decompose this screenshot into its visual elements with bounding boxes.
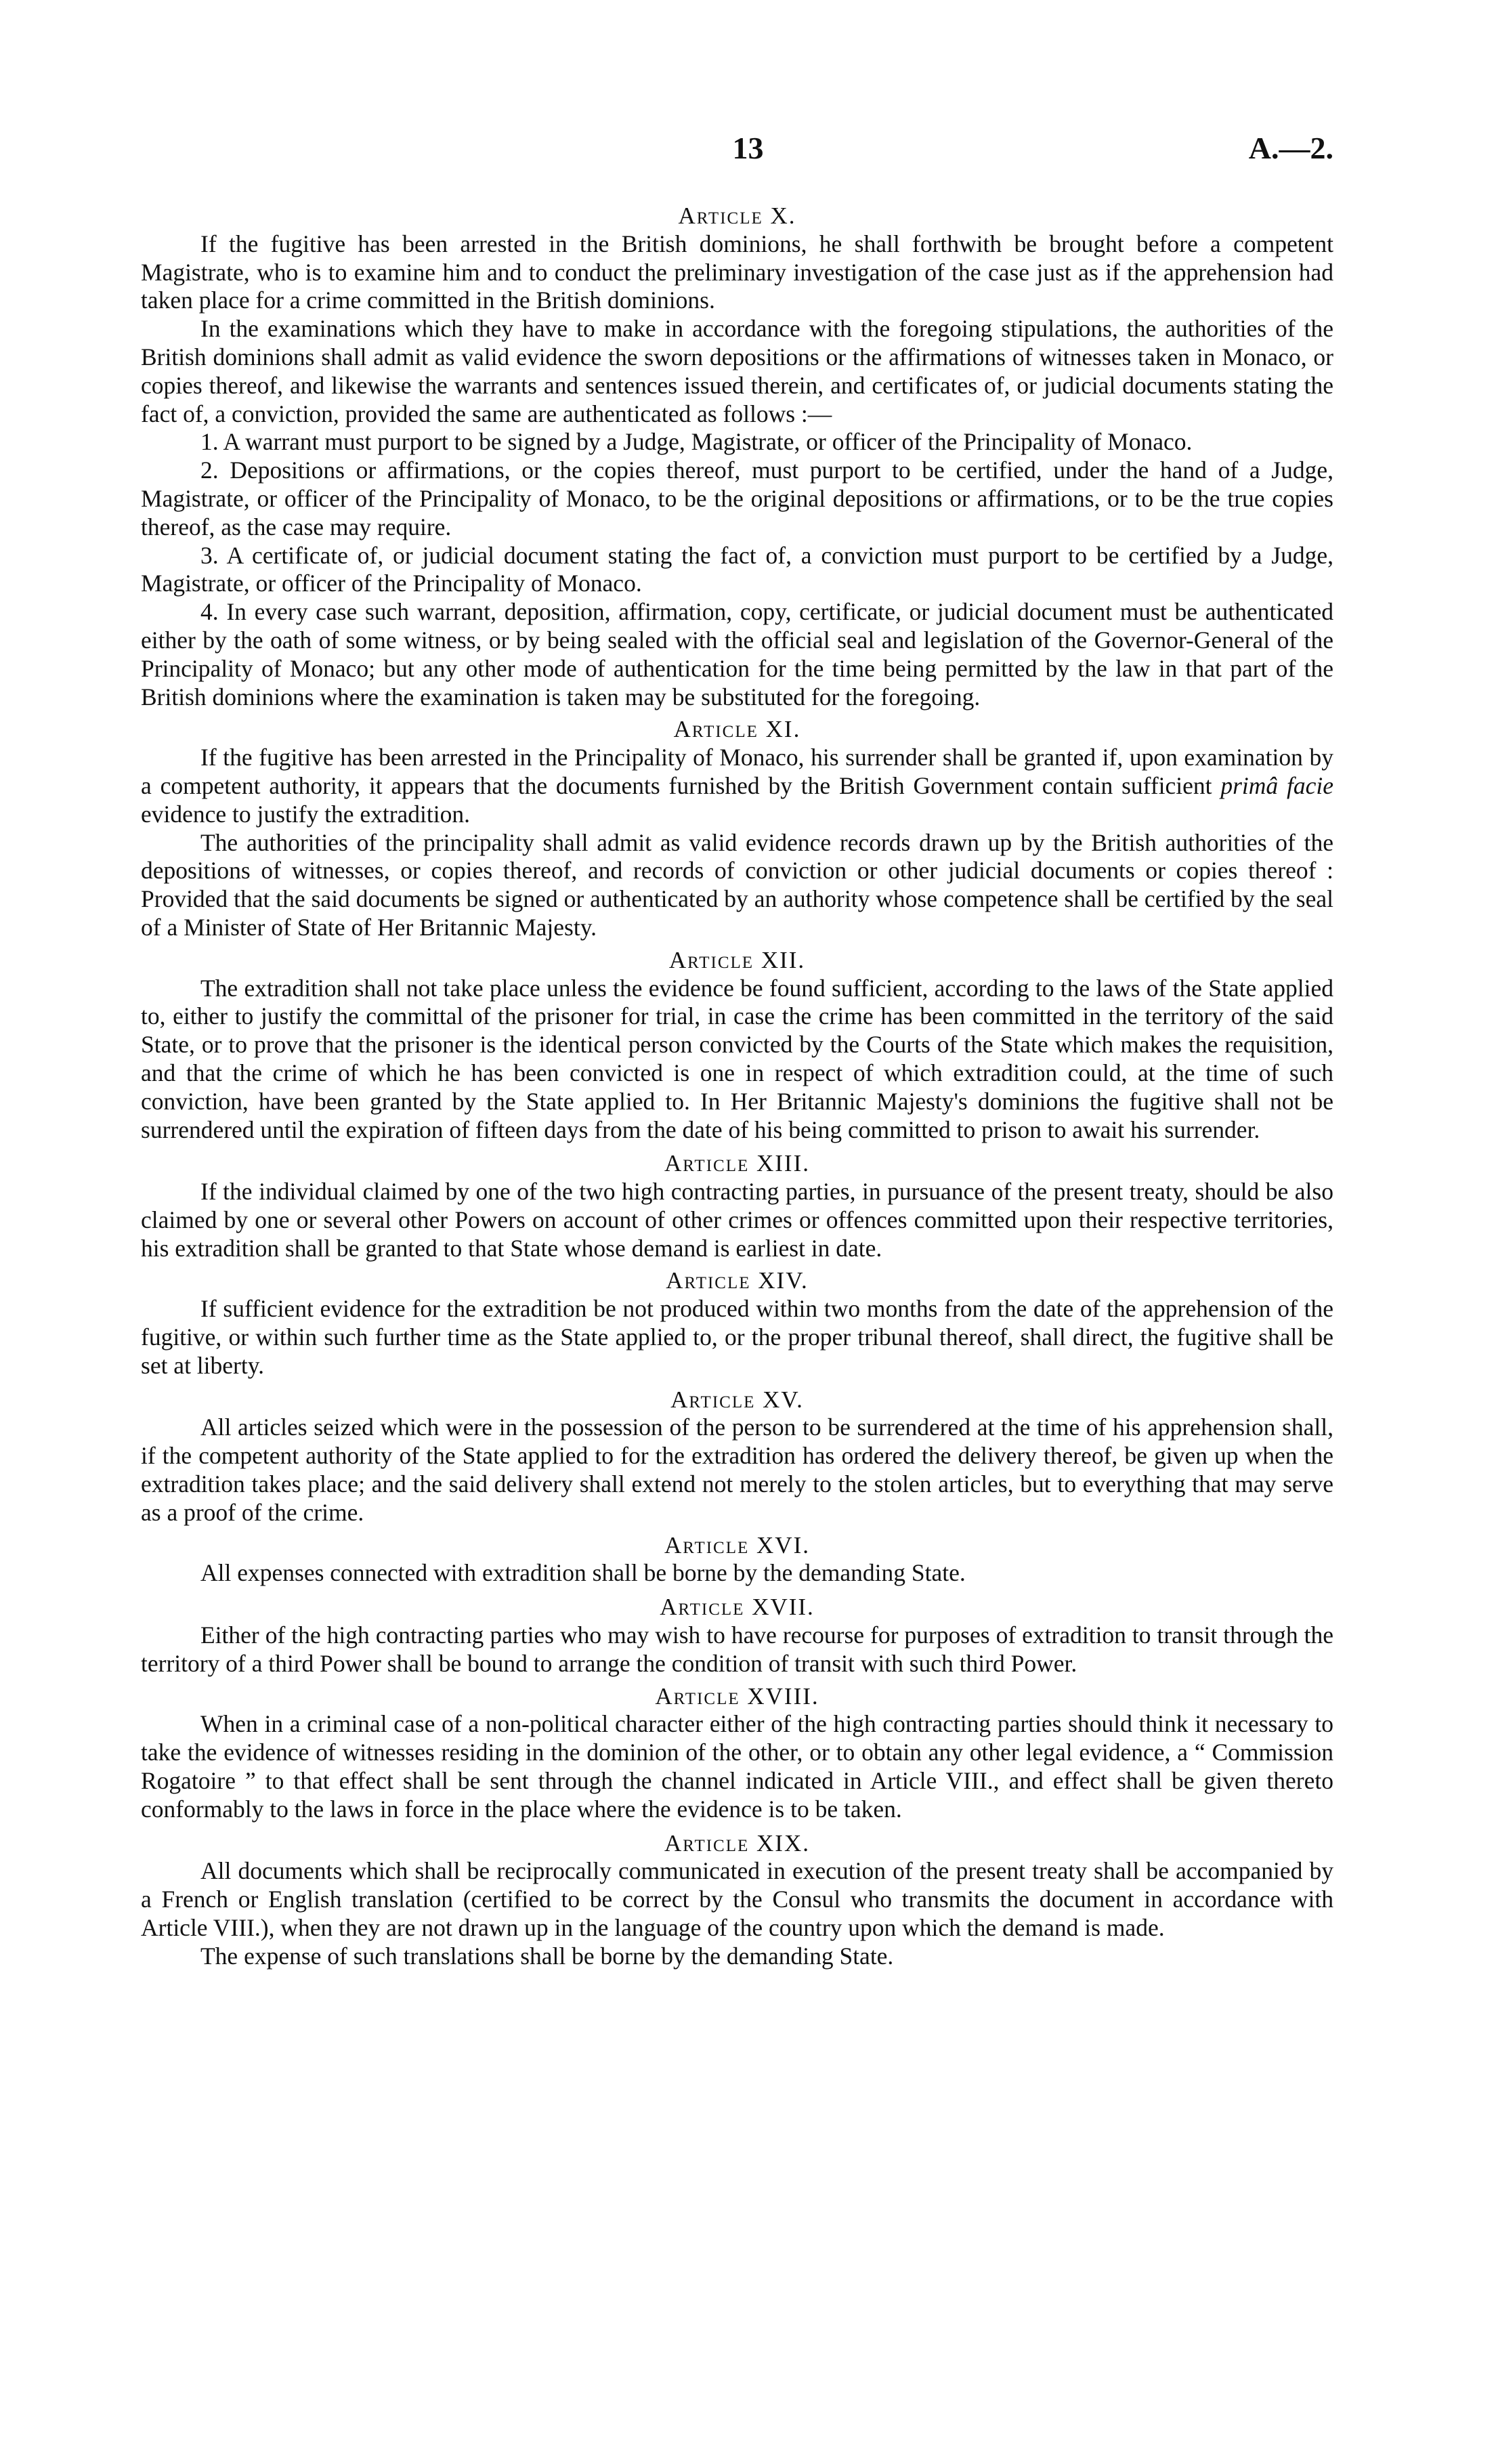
paragraph: If sufficient evidence for the extradition be not produced within two months from the date of the apprehension of the fugitive, or within such further time as the State applied to, or the proper tribunal thereof, shall direct, the fugitive shall be set at liberty. [141,1295,1333,1379]
paragraph: 3. A certificate of, or judicial document stating the fact of, a conviction must purport to be certified by a Judge, Magistrate, or officer of the Principality of Monaco. [141,541,1333,597]
article-heading: Article XVII. [660,1594,815,1621]
article-xviii [141,1682,1333,1824]
document-body [141,198,1333,1971]
article-xix [141,1829,1333,1971]
article-xv [141,1386,1333,1527]
article-xiv [141,1267,1333,1380]
article-xvi [141,1531,1333,1588]
text-run: evidence to justify the extradition. [141,800,471,828]
article-heading: Article XIX. [664,1829,810,1856]
article-xi [141,715,1333,941]
paragraph: If the fugitive has been arrested in the British dominions, he shall forthwith be brought before a competent Magistrate, who is to examine him and to conduct the preliminary investigation of the case just as if the apprehension had taken place for a crime committed in the British dominions. [141,230,1333,314]
page-number: 13 [732,131,764,165]
article-heading: Article XIV. [666,1267,809,1294]
paragraph: All articles seized which were in the possession of the person to be surrendered at the time of his apprehension shall, if the competent authority of the State applied to for the extradition has ordered the delivery thereof, be given up when the extradition takes place; and the said delivery shall extend not merely to the stolen articles, but to everything that may serve as a proof of the crime. [141,1414,1333,1526]
article-xiii [141,1149,1333,1262]
paragraph: 2. Depositions or affirmations, or the copies thereof, must purport to be certified, under the hand of a Judge, Magistrate, or officer of the Principality of Monaco, to be the original depositions or affirmations, or to be the true copies thereof, as the case may require. [141,456,1333,540]
paragraph: When in a criminal case of a non-political character either of the high contracting parties should think it necessary to take the evidence of witnesses residing in the dominion of the other, or to obtain any other legal evidence, a “ Commission Rogatoire ” to that effect shall be sent through the channel indicated in Article VIII., and effect shall be given thereto conformably to the laws in force in the place where the evidence is to be taken. [141,1710,1333,1823]
article-heading: Article X. [678,203,796,229]
paragraph [141,744,1333,828]
article-heading: Article XV. [670,1386,804,1413]
article-heading: Article XI. [673,716,801,743]
paragraph: If the individual claimed by one of the two high contracting parties, in pursuance of the present treaty, should be also claimed by one or several other Powers on account of other crimes or offences committed upon their respective territories, his extradition shall be granted to that State whose demand is earliest in date. [141,1178,1333,1262]
paragraph: 1. A warrant must purport to be signed by a Judge, Magistrate, or officer of the Principality of Monaco. [200,428,1193,456]
text-run: If the fugitive has been arrested in the Principality of Monaco, his surrender shall be granted if, upon examination by a competent authority, it appears that the documents furnished by the British Government contain sufficient [141,744,1333,799]
paragraph: The expense of such translations shall be borne by the demanding State. [200,1942,894,1970]
article-xvii [141,1593,1333,1678]
article-heading: Article XII. [668,946,806,973]
article-xii [141,946,1333,1145]
document-reference: A.—2. [1248,131,1333,165]
paragraph: All expenses connected with extradition shall be borne by the demanding State. [200,1559,966,1587]
paragraph: 4. In every case such warrant, deposition, affirmation, copy, certificate, or judicial document must be authenticated either by the oath of some witness, or by being sealed with the official seal and legislation of the Governor-General of the Principality of Monaco; but any other mode of authentication for the time being permitted by the law in that part of the British dominions where the examination is taken may be substituted for the foregoing. [141,598,1333,710]
article-heading: Article XVIII. [655,1682,819,1709]
paragraph: The extradition shall not take place unless the evidence be found sufficient, according to the laws of the State applied to, either to justify the committal of the prisoner for trial, in case the crime has been committed in the territory of the said State, or to prove that the prisoner is the identical person convicted by the Courts of the State which makes the requisition, and that the crime of which he has been convicted is one in respect of which extradition could, at the time of such conviction, have been granted by the State applied to. In Her Britannic Majesty's dominions the fugitive shall not be surrendered until the expiration of fifteen days from the date of his being committed to prison to await his surrender. [141,974,1333,1143]
article-heading: Article XIII. [664,1150,810,1177]
paragraph: All documents which shall be reciprocally communicated in execution of the present treaty shall be accompanied by a French or English translation (certified to be correct by the Consul who transmits the document in accordance with Article VIII.), when they are not drawn up in the language of the country upon which the demand is made. [141,1857,1333,1942]
paragraph: In the examinations which they have to make in accordance with the foregoing stipulations, the authorities of the British dominions shall admit as valid evidence the sworn depositions or the affirmations of witnesses taken in Monaco, or copies thereof, and likewise the warrants and sentences issued therein, and certificates of, or judicial documents stating the fact of, a conviction, provided the same are authenticated as follows :— [141,315,1333,427]
article-heading: Article XVI. [664,1531,810,1558]
paragraph: The authorities of the principality shall admit as valid evidence records drawn up by the British authorities of the depositions of witnesses, or copies thereof, and records of conviction or other judicial documents or copies thereof : Provided that the said documents be signed or authenticated by an authority whose competence shall be certified by the seal of a Minister of State of Her Britannic Majesty. [141,828,1333,941]
article-x [141,202,1333,711]
paragraph: Either of the high contracting parties who may wish to have recourse for purposes of extradition to transit through the territory of a third Power shall be bound to arrange the condition of transit with such third Power. [141,1621,1333,1677]
italic-text: primâ facie [1220,771,1333,799]
